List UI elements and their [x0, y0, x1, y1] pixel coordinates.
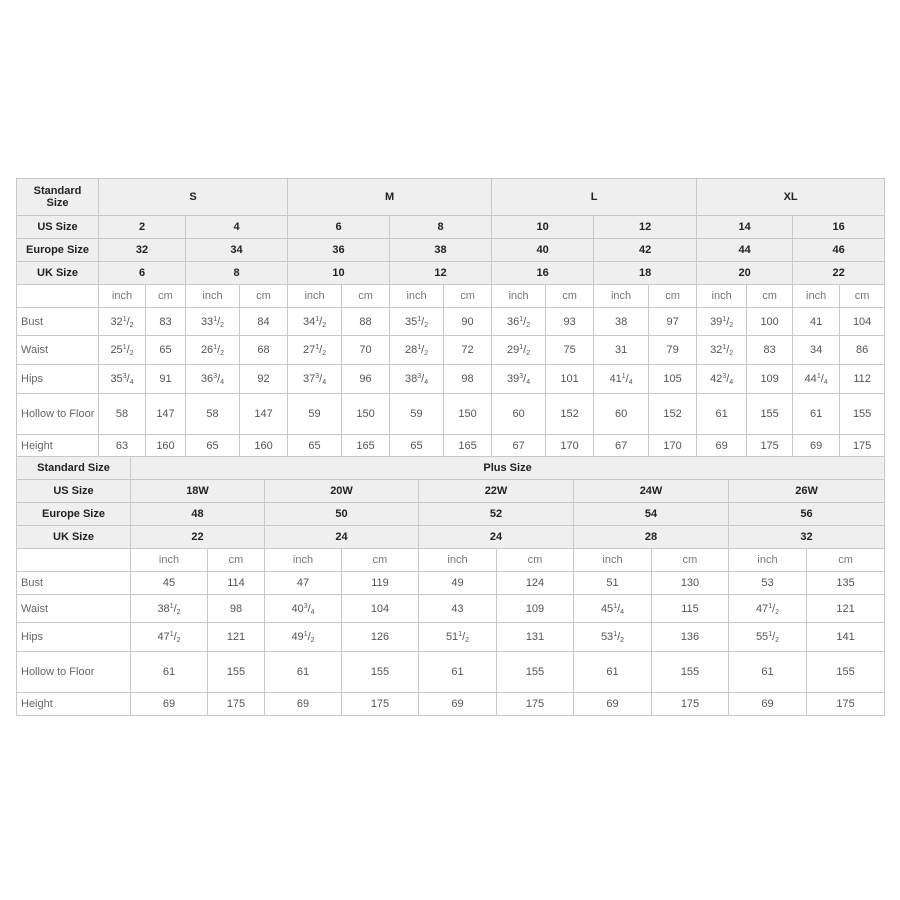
row-label: US Size	[17, 480, 131, 503]
size-cell: 38	[390, 239, 492, 262]
fraction-value: $25^1/_2$	[110, 344, 134, 357]
inch-value: 47	[265, 572, 342, 595]
measurement-label: Waist	[17, 336, 99, 365]
fraction-value: $36^1/_2$	[507, 315, 531, 329]
cm-value: 155	[747, 394, 793, 435]
size-cell: 16	[793, 216, 885, 239]
fraction-value: $29^1/_2$	[507, 344, 531, 357]
inch-value: 45	[131, 572, 208, 595]
inch-value	[99, 365, 146, 394]
unit-cm: cm	[649, 285, 697, 308]
cm-value: 135	[807, 572, 885, 595]
inch-value	[186, 336, 240, 365]
fraction-value: $32^1/_2$	[710, 344, 734, 357]
size-cell: 24W	[574, 480, 729, 503]
cm-value: 112	[840, 365, 885, 394]
fraction-value: $39^3/_4$	[507, 373, 531, 386]
inch-value: 65	[390, 435, 444, 458]
inch-value: 43	[419, 595, 497, 623]
cm-value: 91	[146, 365, 186, 394]
standard-size-header: Standard Size	[17, 179, 99, 216]
cm-value: 65	[146, 336, 186, 365]
size-cell: 56	[729, 503, 885, 526]
unit-cm: cm	[807, 549, 885, 572]
unit-row	[17, 549, 885, 572]
cm-value: 114	[208, 572, 265, 595]
unit-inch: inch	[594, 285, 649, 308]
inch-value: 59	[288, 394, 342, 435]
europe-size-row	[17, 503, 885, 526]
cm-value: 175	[652, 693, 729, 716]
inch-value: 34	[793, 336, 840, 365]
inch-value: 38	[594, 308, 649, 336]
cm-value: 165	[444, 435, 492, 458]
inch-value: 69	[419, 693, 497, 716]
measurement-row	[17, 365, 885, 394]
unit-inch: inch	[574, 549, 652, 572]
fraction-value: $44^1/_4$	[804, 373, 828, 386]
inch-value	[492, 336, 546, 365]
cm-value: 83	[146, 308, 186, 336]
cm-value: 104	[342, 595, 419, 623]
unit-inch: inch	[697, 285, 747, 308]
cm-value: 124	[497, 572, 574, 595]
cm-value: 136	[652, 623, 729, 652]
inch-value	[729, 595, 807, 623]
size-group-header: L	[492, 179, 697, 216]
cm-value: 160	[240, 435, 288, 458]
unit-inch: inch	[419, 549, 497, 572]
inch-value	[99, 308, 146, 336]
measurement-row	[17, 623, 885, 652]
cm-value: 155	[652, 652, 729, 693]
size-cell: 14	[697, 216, 793, 239]
cm-value: 68	[240, 336, 288, 365]
inch-value	[729, 623, 807, 652]
inch-value: 41	[793, 308, 840, 336]
inch-value	[390, 336, 444, 365]
size-cell: 52	[419, 503, 574, 526]
size-cell: 42	[594, 239, 697, 262]
inch-value	[492, 308, 546, 336]
size-cell: 10	[492, 216, 594, 239]
fraction-value: $26^1/_2$	[200, 344, 225, 357]
inch-value	[697, 336, 747, 365]
unit-inch: inch	[793, 285, 840, 308]
inch-value	[390, 308, 444, 336]
inch-value	[288, 336, 342, 365]
size-cell: 12	[390, 262, 492, 285]
measurement-row	[17, 595, 885, 623]
inch-value: 69	[265, 693, 342, 716]
inch-value: 61	[729, 652, 807, 693]
us-size-row	[17, 480, 885, 503]
inch-value	[265, 623, 342, 652]
measurement-row	[17, 572, 885, 595]
cm-value: 109	[747, 365, 793, 394]
cm-value: 170	[649, 435, 697, 458]
measurement-row	[17, 652, 885, 693]
cm-value: 175	[840, 435, 885, 458]
cm-value: 72	[444, 336, 492, 365]
inch-value: 63	[99, 435, 146, 458]
unit-cm: cm	[444, 285, 492, 308]
cm-value: 155	[497, 652, 574, 693]
cm-value: 79	[649, 336, 697, 365]
measurement-row	[17, 435, 885, 458]
inch-value: 31	[594, 336, 649, 365]
inch-value: 53	[729, 572, 807, 595]
cm-value: 175	[497, 693, 574, 716]
fraction-value: $51^1/_2$	[445, 631, 470, 644]
inch-value: 61	[574, 652, 652, 693]
row-label: UK Size	[17, 526, 131, 549]
measurement-row	[17, 336, 885, 365]
inch-value: 69	[574, 693, 652, 716]
inch-value: 58	[186, 394, 240, 435]
inch-value: 61	[793, 394, 840, 435]
cm-value: 92	[240, 365, 288, 394]
size-cell: 34	[186, 239, 288, 262]
size-cell: 8	[390, 216, 492, 239]
cm-value: 175	[342, 693, 419, 716]
fraction-value: $36^3/_4$	[200, 373, 225, 386]
fraction-value: $53^1/_2$	[600, 631, 625, 644]
cm-value: 105	[649, 365, 697, 394]
fraction-value: $40^3/_4$	[291, 602, 315, 616]
inch-value: 69	[697, 435, 747, 458]
size-cell: 4	[186, 216, 288, 239]
row-label: US Size	[17, 216, 99, 239]
cm-value: 86	[840, 336, 885, 365]
unit-cm: cm	[747, 285, 793, 308]
inch-value	[390, 365, 444, 394]
inch-value	[574, 623, 652, 652]
inch-value	[265, 595, 342, 623]
europe-size-row	[17, 239, 885, 262]
size-group-header: XL	[697, 179, 885, 216]
unit-inch: inch	[265, 549, 342, 572]
unit-cm: cm	[546, 285, 594, 308]
plus-size-table	[16, 456, 885, 716]
cm-value: 70	[342, 336, 390, 365]
size-cell: 22W	[419, 480, 574, 503]
fraction-value: $35^3/_4$	[110, 373, 134, 386]
size-cell: 32	[99, 239, 186, 262]
row-label: Europe Size	[17, 239, 99, 262]
inch-value	[288, 308, 342, 336]
unit-inch: inch	[99, 285, 146, 308]
cm-value: 141	[807, 623, 885, 652]
fraction-value: $38^1/_2$	[157, 602, 181, 616]
unit-inch: inch	[492, 285, 546, 308]
fraction-value: $47^1/_2$	[157, 631, 181, 644]
unit-cm: cm	[240, 285, 288, 308]
size-cell: 50	[265, 503, 419, 526]
cm-value: 109	[497, 595, 574, 623]
cm-value: 121	[807, 595, 885, 623]
inch-value: 61	[419, 652, 497, 693]
inch-value	[131, 595, 208, 623]
unit-inch: inch	[131, 549, 208, 572]
fraction-value: $27^1/_2$	[302, 344, 327, 357]
us-size-row	[17, 216, 885, 239]
measurement-label: Hips	[17, 365, 99, 394]
cm-value: 155	[807, 652, 885, 693]
unit-cm: cm	[208, 549, 265, 572]
size-cell: 20	[697, 262, 793, 285]
standard-size-header: Standard Size	[17, 457, 131, 480]
size-cell: 6	[288, 216, 390, 239]
fraction-value: $42^3/_4$	[710, 373, 734, 386]
fraction-value: $45^1/_4$	[600, 602, 625, 616]
inch-value: 58	[99, 394, 146, 435]
size-cell: 8	[186, 262, 288, 285]
cm-value: 97	[649, 308, 697, 336]
inch-value: 59	[390, 394, 444, 435]
uk-size-row	[17, 526, 885, 549]
inch-value: 69	[131, 693, 208, 716]
unit-cm: cm	[342, 549, 419, 572]
size-cell: 32	[729, 526, 885, 549]
uk-size-row	[17, 262, 885, 285]
size-cell: 22	[793, 262, 885, 285]
inch-value: 51	[574, 572, 652, 595]
unit-inch: inch	[288, 285, 342, 308]
size-cell: 6	[99, 262, 186, 285]
size-group-header: S	[99, 179, 288, 216]
cm-value: 147	[146, 394, 186, 435]
cm-value: 83	[747, 336, 793, 365]
row-label: Europe Size	[17, 503, 131, 526]
cm-value: 152	[546, 394, 594, 435]
size-cell: 44	[697, 239, 793, 262]
cm-value: 104	[840, 308, 885, 336]
inch-value: 49	[419, 572, 497, 595]
size-cell: 24	[265, 526, 419, 549]
cm-value: 130	[652, 572, 729, 595]
cm-value: 98	[444, 365, 492, 394]
cm-value: 119	[342, 572, 419, 595]
size-cell: 28	[574, 526, 729, 549]
measurement-row	[17, 308, 885, 336]
inch-value	[419, 623, 497, 652]
plus-size-header: Plus Size	[131, 457, 885, 480]
cm-value: 150	[342, 394, 390, 435]
cm-value: 93	[546, 308, 594, 336]
inch-value	[186, 365, 240, 394]
cm-value: 175	[747, 435, 793, 458]
cm-value: 101	[546, 365, 594, 394]
unit-cm: cm	[652, 549, 729, 572]
cm-value: 147	[240, 394, 288, 435]
size-cell: 18	[594, 262, 697, 285]
size-cell: 22	[131, 526, 265, 549]
fraction-value: $39^1/_2$	[710, 315, 734, 329]
unit-inch: inch	[186, 285, 240, 308]
inch-value: 60	[492, 394, 546, 435]
inch-value	[793, 365, 840, 394]
size-cell: 48	[131, 503, 265, 526]
size-cell: 46	[793, 239, 885, 262]
measurement-label: Bust	[17, 572, 131, 595]
fraction-value: $49^1/_2$	[291, 631, 315, 644]
size-cell: 36	[288, 239, 390, 262]
cm-value: 170	[546, 435, 594, 458]
cm-value: 155	[208, 652, 265, 693]
inch-value: 65	[288, 435, 342, 458]
inch-value: 60	[594, 394, 649, 435]
unit-cm: cm	[342, 285, 390, 308]
cm-value: 126	[342, 623, 419, 652]
cm-value: 155	[840, 394, 885, 435]
measurement-label: Hips	[17, 623, 131, 652]
cm-value: 88	[342, 308, 390, 336]
inch-value: 61	[697, 394, 747, 435]
inch-value: 69	[793, 435, 840, 458]
cm-value: 155	[342, 652, 419, 693]
inch-value: 65	[186, 435, 240, 458]
cm-value: 160	[146, 435, 186, 458]
fraction-value: $47^1/_2$	[755, 602, 780, 616]
measurement-label: Bust	[17, 308, 99, 336]
size-cell: 16	[492, 262, 594, 285]
inch-value	[186, 308, 240, 336]
cm-value: 165	[342, 435, 390, 458]
inch-value	[288, 365, 342, 394]
standard-size-table	[16, 178, 885, 458]
fraction-value: $35^1/_2$	[404, 315, 429, 329]
unit-cm: cm	[146, 285, 186, 308]
fraction-value: $32^1/_2$	[110, 315, 134, 329]
cm-value: 96	[342, 365, 390, 394]
inch-value: 69	[729, 693, 807, 716]
cm-value: 115	[652, 595, 729, 623]
measurement-label: Hollow to Floor	[17, 394, 99, 435]
cm-value: 75	[546, 336, 594, 365]
fraction-value: $33^1/_2$	[200, 315, 225, 329]
measurement-row	[17, 394, 885, 435]
inch-value	[697, 365, 747, 394]
cm-value: 150	[444, 394, 492, 435]
unit-inch: inch	[390, 285, 444, 308]
inch-value	[697, 308, 747, 336]
cm-value: 152	[649, 394, 697, 435]
size-cell: 2	[99, 216, 186, 239]
unit-cm: cm	[840, 285, 885, 308]
measurement-label: Hollow to Floor	[17, 652, 131, 693]
measurement-label: Height	[17, 435, 99, 458]
fraction-value: $37^3/_4$	[302, 373, 327, 386]
cm-value: 100	[747, 308, 793, 336]
inch-value: 61	[131, 652, 208, 693]
inch-value	[99, 336, 146, 365]
inch-value	[131, 623, 208, 652]
inch-value	[594, 365, 649, 394]
cm-value: 131	[497, 623, 574, 652]
cm-value: 98	[208, 595, 265, 623]
cm-value: 175	[807, 693, 885, 716]
cm-value: 84	[240, 308, 288, 336]
size-cell: 54	[574, 503, 729, 526]
fraction-value: $34^1/_2$	[302, 315, 327, 329]
measurement-label: Waist	[17, 595, 131, 623]
inch-value	[492, 365, 546, 394]
inch-value: 61	[265, 652, 342, 693]
size-group-header: M	[288, 179, 492, 216]
row-label: UK Size	[17, 262, 99, 285]
inch-value	[574, 595, 652, 623]
cm-value: 175	[208, 693, 265, 716]
unit-row	[17, 285, 885, 308]
fraction-value: $55^1/_2$	[755, 631, 780, 644]
unit-row-label	[17, 549, 131, 572]
unit-cm: cm	[497, 549, 574, 572]
measurement-label: Height	[17, 693, 131, 716]
cm-value: 90	[444, 308, 492, 336]
fraction-value: $28^1/_2$	[404, 344, 429, 357]
cm-value: 121	[208, 623, 265, 652]
size-cell: 12	[594, 216, 697, 239]
size-cell: 26W	[729, 480, 885, 503]
inch-value: 67	[492, 435, 546, 458]
size-cell: 40	[492, 239, 594, 262]
size-cell: 20W	[265, 480, 419, 503]
unit-inch: inch	[729, 549, 807, 572]
size-cell: 18W	[131, 480, 265, 503]
inch-value: 67	[594, 435, 649, 458]
fraction-value: $38^3/_4$	[404, 373, 429, 386]
unit-row-label	[17, 285, 99, 308]
fraction-value: $41^1/_4$	[609, 373, 633, 386]
size-cell: 24	[419, 526, 574, 549]
measurement-row	[17, 693, 885, 716]
size-cell: 10	[288, 262, 390, 285]
